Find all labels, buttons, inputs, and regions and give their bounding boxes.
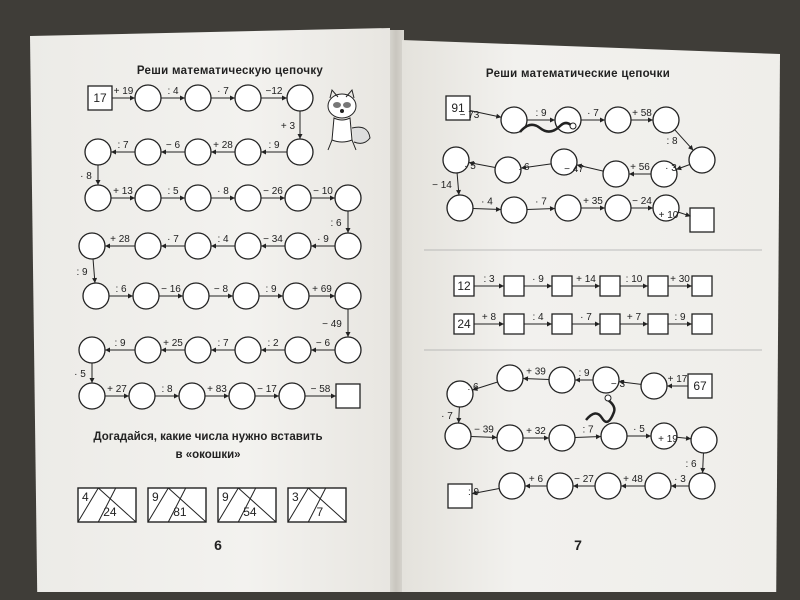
left-chain-node-18-circle: [235, 233, 261, 259]
left-chain-node-13-circle: [235, 185, 261, 211]
right-chain-3-step-13-label: + 48: [623, 474, 643, 485]
right-chain-3-node-8-circle: [549, 425, 575, 451]
right-chain-1-step-11-label: · 4: [481, 196, 493, 208]
left-chain-step-32-label: : 9: [114, 338, 126, 349]
right-row-a-node-4-box: [648, 276, 668, 296]
right-chain-3-node-1-circle: [641, 373, 667, 399]
left-chain-step-11-arrowhead: [180, 196, 185, 201]
riddle-window-4-top-value: 3: [292, 490, 299, 504]
left-chain-step-34-label: + 27: [107, 384, 127, 395]
left-chain-step-8-label: : 7: [117, 140, 129, 151]
right-row-a-node-3-box: [600, 276, 620, 296]
snake-illustration-2: [586, 400, 614, 422]
riddle-title-line1: Догадайся, какие числа нужно вставить: [93, 431, 323, 443]
left-chain-step-35-label: : 8: [161, 384, 173, 395]
left-chain-step-8-arrowhead: [111, 150, 116, 155]
right-chain-1-step-15-label: + 10: [658, 210, 679, 222]
right-chain-3-step-16-label: : 9: [467, 487, 480, 499]
left-chain-node-26-circle: [283, 283, 309, 309]
right-page-sheet: [402, 40, 780, 592]
right-chain-3-node-9-circle: [601, 423, 627, 449]
right-chain-3: [441, 365, 717, 508]
right-row-a-step-3-label: : 10: [625, 274, 643, 285]
left-chain-step-9-arrowhead: [96, 180, 101, 185]
riddle-window-1-bottom-value: 24: [103, 505, 117, 519]
right-chain-1-step-6-label: + 56: [630, 162, 650, 173]
left-chain-step-0-label: + 19: [113, 86, 134, 97]
right-row-b-step-2-arrowhead: [595, 322, 600, 327]
left-chain-node-3-circle: [235, 85, 261, 111]
right-chain-1-node-11-circle: [447, 195, 473, 221]
right-chain-1-step-2-arrowhead: [600, 118, 605, 123]
left-chain-node-33-circle: [79, 337, 105, 363]
left-chain-node-16-circle: [335, 233, 361, 259]
right-chain-3-node-7-circle: [497, 425, 523, 451]
snake-head-2: [605, 395, 611, 401]
left-chain-node-27-circle: [335, 283, 361, 309]
left-chain-node-25-circle: [233, 283, 259, 309]
left-chain-node-17-circle: [285, 233, 311, 259]
left-chain-node-39-box: [336, 384, 360, 408]
left-chain-step-7-label: − 6: [165, 140, 181, 151]
right-chain-3-step-7-label: + 32: [526, 426, 546, 437]
right-row-a-node-0-value: 12: [457, 279, 471, 293]
riddle-window-2-top-value: 9: [152, 490, 159, 504]
left-chain-node-2-circle: [185, 85, 211, 111]
left-chain-step-24-label: − 8: [213, 284, 229, 295]
left-chain-node-34-circle: [79, 383, 105, 409]
left-chain-node-14-circle: [285, 185, 311, 211]
left-page-sheet: [30, 28, 390, 592]
right-row-b-node-1-box: [504, 314, 524, 334]
left-chain-step-25-arrowhead: [278, 294, 283, 299]
right-row-a-node-2-box: [552, 276, 572, 296]
left-chain-step-31-label: + 25: [163, 338, 183, 349]
right-chain-3-step-0-label: + 17: [667, 374, 688, 385]
right-row-b-node-4-box: [648, 314, 668, 334]
left-chain-node-20-circle: [135, 233, 161, 259]
right-row-b-step-0-arrowhead: [499, 322, 504, 327]
right-row-b-node-3-box: [600, 314, 620, 334]
left-chain-node-31-circle: [185, 337, 211, 363]
right-chain-3-step-1-label: − 3: [610, 379, 626, 390]
left-chain-step-30-label: : 7: [217, 338, 229, 349]
page-number-right: 7: [574, 537, 582, 553]
left-chain-step-2-arrowhead: [230, 96, 235, 101]
snake-head-1: [570, 123, 576, 129]
left-chain-step-12-arrowhead: [230, 196, 235, 201]
left-chain-step-29-arrowhead: [261, 348, 266, 353]
right-row-a-step-0-label: : 3: [483, 274, 495, 285]
left-chain-step-1-arrowhead: [180, 96, 185, 101]
left-chain-node-9-circle: [85, 139, 111, 165]
right-chain-3-step-11-arrowhead: [700, 468, 705, 473]
right-row-b-step-4-label: : 9: [674, 312, 686, 323]
left-chain-step-5-label: : 9: [268, 140, 280, 151]
left-chain-node-8-circle: [135, 139, 161, 165]
right-row-b-node-5-box: [692, 314, 712, 334]
right-chain-1-node-2-circle: [555, 107, 581, 133]
right-page-title: Реши математические цепочки: [485, 68, 671, 80]
right-row-b-node-0-value: 24: [457, 317, 471, 331]
left-chain-step-4-label: + 3: [280, 121, 296, 132]
left-chain-node-36-circle: [179, 383, 205, 409]
left-chain-step-16-label: · 9: [317, 234, 329, 245]
left-chain-step-15-label: : 6: [330, 218, 342, 229]
left-chain-step-21-label: : 9: [76, 267, 88, 278]
right-chain-1-step-11-arrowhead: [496, 207, 501, 212]
right-page: [402, 40, 780, 592]
left-chain-step-22-label: : 6: [115, 284, 127, 295]
left-chain-step-32-arrowhead: [105, 348, 110, 353]
left-chain-step-23-label: − 16: [161, 284, 181, 295]
right-row-b-step-1-label: : 4: [532, 312, 544, 323]
right-chain-1-node-14-circle: [605, 195, 631, 221]
left-chain-step-38-arrowhead: [331, 394, 336, 399]
right-row-a-step-0-arrowhead: [499, 284, 504, 289]
right-chain-1-node-12-circle: [501, 197, 527, 223]
right-chain-3-node-3-circle: [549, 367, 575, 393]
left-chain-node-12-circle: [185, 185, 211, 211]
left-chain-step-5-arrowhead: [261, 150, 266, 155]
left-page-title: Реши математическую цепочку: [136, 65, 324, 77]
left-chain-step-33-arrowhead: [90, 378, 95, 383]
right-row-a-step-3-arrowhead: [643, 284, 648, 289]
right-row-a-node-1-box: [504, 276, 524, 296]
left-chain-node-7-circle: [185, 139, 211, 165]
left-chain-step-24-arrowhead: [228, 294, 233, 299]
right-chain-3-step-5-label: · 7: [441, 411, 453, 422]
right-chain-3-step-9-label: · 5: [633, 424, 645, 435]
left-chain-node-37-circle: [229, 383, 255, 409]
right-row-a-step-4-label: + 30: [670, 274, 690, 285]
left-chain-step-35-arrowhead: [174, 394, 179, 399]
right-chain-3-step-6-label: − 39: [474, 424, 494, 436]
right-chain-3-step-5-arrowhead: [456, 418, 461, 423]
right-row-b-step-2-label: · 7: [580, 312, 592, 323]
right-chain-1-node-0-value: 91: [451, 101, 465, 115]
right-chain-1-step-0-arrowhead: [496, 114, 501, 119]
right-chain-1-node-5-circle: [689, 147, 715, 173]
left-chain-step-3-arrowhead: [282, 96, 287, 101]
left-chain-step-20-label: + 28: [110, 234, 130, 245]
left-chain-step-18-label: : 4: [217, 234, 229, 245]
right-row-b-step-3-label: + 7: [626, 312, 642, 323]
left-chain-node-32-circle: [135, 337, 161, 363]
right-chain-3-node-15-circle: [547, 473, 573, 499]
left-chain-node-15-circle: [335, 185, 361, 211]
right-chain-1-step-13-label: + 35: [583, 196, 603, 207]
left-chain-step-38-label: − 58: [310, 384, 331, 395]
right-chain-3-step-10-label: + 19: [658, 434, 678, 445]
right-chain-1-step-10-arrowhead: [456, 190, 461, 195]
left-chain-step-4-arrowhead: [298, 134, 303, 139]
left-chain-step-21-arrowhead: [92, 278, 97, 283]
right-chain-1-step-7-label: − 47: [564, 164, 584, 175]
left-chain-node-1-circle: [135, 85, 161, 111]
left-chain-node-5-circle: [287, 139, 313, 165]
raccoon-illustration: [328, 90, 370, 150]
riddle-windows: [78, 488, 346, 522]
right-chain-3-node-13-circle: [645, 473, 671, 499]
page-number-left: 6: [214, 537, 222, 553]
right-chain-3-step-8-arrowhead: [596, 434, 601, 439]
right-row-b-step-3-arrowhead: [643, 322, 648, 327]
left-chain-node-28-circle: [335, 337, 361, 363]
left-chain-step-3-label: −12: [265, 86, 283, 97]
right-chain-3-node-4-circle: [497, 365, 523, 391]
left-chain-node-35-circle: [129, 383, 155, 409]
riddle-window-4-bottom-value: 7: [316, 505, 324, 519]
right-chain-3-step-11-label: : 6: [685, 459, 697, 470]
left-chain-step-14-label: − 10: [313, 186, 333, 197]
right-chain-3-step-14-label: − 27: [574, 474, 594, 485]
left-chain-node-38-circle: [279, 383, 305, 409]
right-chain-1-node-16-box: [690, 208, 714, 232]
left-chain-node-0-value: 17: [93, 91, 107, 105]
right-chain-3-step-2-label: : 9: [578, 368, 590, 379]
right-chain-3-step-12-label: · 3: [674, 474, 686, 485]
left-chain-step-27-label: − 49: [322, 319, 342, 330]
right-chain-1-step-4-label: : 8: [666, 136, 678, 147]
left-chain-step-9-label: · 8: [80, 171, 92, 182]
left-page: [30, 28, 390, 592]
left-chain-step-11-label: : 5: [167, 186, 179, 197]
right-chain-1-step-14-label: − 24: [632, 196, 652, 207]
right-row-b-node-2-box: [552, 314, 572, 334]
riddle-window-2-bottom-value: 81: [173, 505, 187, 519]
left-chain-node-6-circle: [235, 139, 261, 165]
right-row-a-node-5-box: [692, 276, 712, 296]
riddle-window-3-bottom-value: 54: [243, 505, 257, 519]
riddle-window-3-top-value: 9: [222, 490, 229, 504]
right-row-b-step-1-arrowhead: [547, 322, 552, 327]
left-chain-step-1-label: : 4: [167, 86, 179, 97]
right-chain-1: [432, 96, 715, 232]
left-chain-step-12-label: · 8: [217, 186, 229, 197]
left-chain-step-25-label: : 9: [265, 284, 277, 295]
right-chain-1-step-1-arrowhead: [550, 118, 555, 123]
left-chain-step-22-arrowhead: [128, 294, 133, 299]
right-row-a-step-1-label: · 9: [532, 274, 544, 285]
left-chain-step-19-label: · 7: [167, 234, 179, 245]
right-chain-3-step-8-label: : 7: [582, 424, 594, 436]
right-chain-3-node-14-circle: [595, 473, 621, 499]
left-chain-step-19-arrowhead: [161, 244, 166, 249]
left-chain-step-10-label: + 13: [113, 186, 133, 197]
right-chain-1-step-8-label: : 6: [518, 162, 530, 173]
right-chain-1-step-9-label: · 5: [464, 161, 476, 172]
right-chain-3-node-11-circle: [691, 427, 717, 453]
right-chain-3-step-6-arrowhead: [492, 435, 497, 440]
right-chain-1-node-7-circle: [603, 161, 629, 187]
right-chain-1-node-13-circle: [555, 195, 581, 221]
left-chain-node-24-circle: [183, 283, 209, 309]
left-chain-node-21-circle: [79, 233, 105, 259]
right-chain-1-step-10-label: − 14: [432, 180, 452, 191]
right-chain-1-step-1-label: : 9: [535, 108, 547, 119]
right-chain-1-node-9-circle: [495, 157, 521, 183]
right-row-b-step-0-label: + 8: [481, 312, 497, 323]
left-chain-step-2-label: · 7: [217, 86, 229, 97]
left-chain-step-13-label: − 26: [263, 186, 283, 197]
right-chain-1-step-2-label: · 7: [587, 108, 599, 119]
left-chain-node-29-circle: [285, 337, 311, 363]
right-row-a-step-2-label: + 14: [576, 274, 596, 285]
left-chain-node-4-circle: [287, 85, 313, 111]
left-chain-step-28-label: − 6: [315, 338, 331, 349]
right-chain-1-node-4-circle: [653, 107, 679, 133]
book-gutter: [388, 30, 404, 592]
left-chain-node-19-circle: [185, 233, 211, 259]
right-chain-3-step-9-arrowhead: [646, 434, 651, 439]
riddle-title-line2: в «окошки»: [175, 449, 241, 461]
right-chain-1-step-5-label: · 3: [665, 163, 677, 174]
left-chain-step-18-arrowhead: [211, 244, 216, 249]
left-chain-node-10-circle: [85, 185, 111, 211]
right-chain-1-step-12-arrowhead: [550, 206, 555, 211]
left-chain-node-30-circle: [235, 337, 261, 363]
right-chain-1-node-3-circle: [605, 107, 631, 133]
left-chain-step-26-label: + 69: [312, 284, 332, 295]
left-chain-step-30-arrowhead: [211, 348, 216, 353]
left-chain-step-6-label: + 28: [213, 140, 233, 151]
left-chain-step-29-label: : 2: [267, 338, 279, 349]
right-chain-1-step-3-label: + 58: [632, 108, 652, 119]
left-chain-step-17-label: − 34: [263, 234, 283, 245]
left-chain-node-11-circle: [135, 185, 161, 211]
left-chain-step-37-label: − 17: [257, 384, 277, 395]
left-chain: [74, 85, 361, 409]
left-chain-step-36-label: + 83: [207, 384, 227, 395]
right-chain-1-step-12-label: · 7: [535, 196, 547, 208]
right-chain-3-node-12-circle: [689, 473, 715, 499]
riddle-window-1-top-value: 4: [82, 490, 89, 504]
right-chain-3-node-0-value: 67: [693, 379, 707, 393]
left-chain-step-15-arrowhead: [346, 228, 351, 233]
left-chain-step-33-label: · 5: [74, 369, 86, 380]
right-row-b-step-4-arrowhead: [687, 322, 692, 327]
right-row-a-step-1-arrowhead: [547, 284, 552, 289]
right-chain-3-step-15-label: + 6: [528, 474, 544, 485]
right-chain-rows: [454, 274, 712, 334]
right-chain-3-node-16-circle: [499, 473, 525, 499]
right-chain-1-step-0-label: − 73: [459, 109, 480, 121]
right-chain-3-step-3-label: + 39: [526, 366, 546, 378]
left-chain-step-16-arrowhead: [311, 244, 316, 249]
left-chain-node-22-circle: [83, 283, 109, 309]
left-chain-step-27-arrowhead: [346, 332, 351, 337]
left-chain-node-23-circle: [133, 283, 159, 309]
right-chain-3-node-6-circle: [445, 423, 471, 449]
right-chain-3-step-4-label: : 6: [467, 382, 479, 393]
